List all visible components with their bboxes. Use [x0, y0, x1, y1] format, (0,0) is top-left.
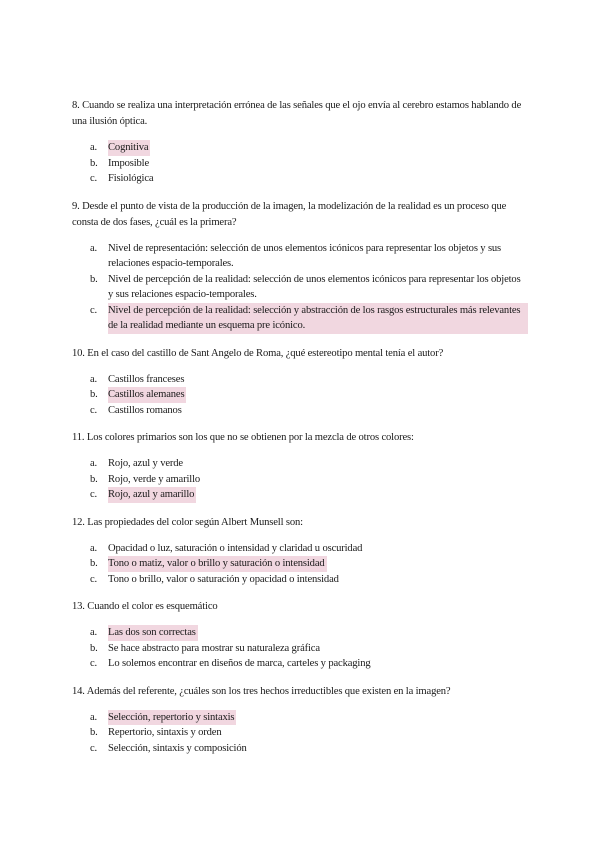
- option-letter: b.: [90, 642, 98, 654]
- option-letter: c.: [90, 742, 98, 754]
- option-letter: c.: [90, 404, 98, 416]
- option-letter: c.: [90, 173, 98, 184]
- answer-option: [90, 372, 528, 388]
- option-text: Imposible: [108, 157, 150, 169]
- answer-option: [90, 403, 528, 419]
- option-letter: c.: [90, 489, 98, 500]
- option-letter: c.: [90, 304, 98, 316]
- option-text: Lo solemos encontrar en diseños de marca, carteles y packaging: [108, 658, 371, 669]
- option-text: Rojo, azul y verde: [108, 458, 183, 469]
- answer-options: [72, 372, 528, 419]
- quiz-page: [72, 98, 528, 768]
- answer-option-correct: [90, 625, 528, 641]
- option-letter: a.: [90, 458, 98, 469]
- option-letter: b.: [90, 473, 98, 485]
- answer-options: [72, 140, 528, 187]
- option-text: Castillos alemanes: [108, 387, 186, 403]
- question-block: [72, 599, 528, 672]
- answer-options: [72, 241, 528, 334]
- option-letter: c.: [90, 658, 98, 669]
- option-text: Rojo, azul y amarillo: [108, 487, 196, 503]
- option-text: Nivel de percepción de la realidad: selección y abstracción de los rasgos estructurales más relevantes de la realidad mediante un esquema pre icónico.: [108, 303, 528, 334]
- option-text: Opacidad o luz, saturación o intensidad y claridad u oscuridad: [108, 542, 363, 554]
- answer-option: [90, 156, 528, 172]
- option-text: Castillos franceses: [108, 373, 185, 385]
- answer-options: [72, 456, 528, 503]
- question-block: [72, 199, 528, 334]
- option-text: Tono o matiz, valor o brillo y saturación o intensidad: [108, 556, 327, 572]
- option-letter: b.: [90, 157, 98, 169]
- option-letter: a.: [90, 373, 98, 385]
- question-text: 11. Los colores primarios son los que no se obtienen por la mezcla de otros colores:: [72, 432, 414, 443]
- answer-option: [90, 572, 528, 588]
- answer-option-correct: [90, 487, 528, 503]
- answer-option: [90, 741, 528, 757]
- question-block: [72, 98, 528, 187]
- answer-option: [90, 171, 528, 187]
- option-letter: b.: [90, 558, 98, 569]
- answer-option: [90, 656, 528, 672]
- answer-option: [90, 725, 528, 741]
- answer-option: [90, 541, 528, 557]
- answer-option: [90, 456, 528, 472]
- question-block: [72, 684, 528, 757]
- question-text: 8. Cuando se realiza una interpretación errónea de las señales que el ojo envía al cerebro estamos hablando de una ilusión óptica.: [72, 100, 522, 127]
- answer-option: [90, 472, 528, 488]
- answer-options: [72, 710, 528, 757]
- option-text: Se hace abstracto para mostrar su naturaleza gráfica: [108, 642, 320, 654]
- option-letter: a.: [90, 142, 98, 153]
- option-text: Castillos romanos: [108, 404, 182, 416]
- question-text: 10. En el caso del castillo de Sant Angelo de Roma, ¿qué estereotipo mental tenía el autor?: [72, 347, 444, 359]
- option-text: Fisiológica: [108, 173, 154, 184]
- answer-option: [90, 641, 528, 657]
- answer-option-correct: [90, 140, 528, 156]
- answer-options: [72, 625, 528, 672]
- option-letter: b.: [90, 727, 98, 738]
- answer-option: [90, 272, 528, 303]
- question-block: [72, 346, 528, 419]
- option-letter: a.: [90, 711, 98, 723]
- option-text: Las dos son correctas: [108, 625, 198, 641]
- question-text: 14. Además del referente, ¿cuáles son los tres hechos irreductibles que existen en la imagen?: [72, 685, 451, 697]
- question-text: 13. Cuando el color es esquemático: [72, 601, 218, 612]
- option-text: Selección, repertorio y sintaxis: [108, 710, 236, 726]
- question-text: 12. Las propiedades del color según Albert Munsell son:: [72, 516, 303, 528]
- option-letter: b.: [90, 389, 98, 400]
- option-text: Selección, sintaxis y composición: [108, 742, 247, 754]
- option-text: Cognitiva: [108, 140, 150, 156]
- option-letter: b.: [90, 273, 98, 285]
- answer-option-correct: [90, 387, 528, 403]
- option-text: Nivel de representación: selección de unos elementos icónicos para representar los objetos y sus relaciones espacio-temporales.: [108, 242, 502, 269]
- answer-option-correct: [90, 303, 528, 334]
- question-text: 9. Desde el punto de vista de la producción de la imagen, la modelización de la realidad es un proceso que consta de dos fases, ¿cuál es la primera?: [72, 200, 507, 228]
- option-letter: c.: [90, 573, 98, 585]
- option-letter: a.: [90, 242, 98, 254]
- answer-option-correct: [90, 556, 528, 572]
- answer-option: [90, 241, 528, 272]
- answer-option-correct: [90, 710, 528, 726]
- option-text: Nivel de percepción de la realidad: selección de unos elementos icónicos para representar los objetos y sus relaciones espacio-temporales.: [108, 273, 521, 300]
- option-letter: a.: [90, 542, 98, 554]
- question-block: [72, 515, 528, 588]
- question-block: [72, 430, 528, 503]
- answer-options: [72, 541, 528, 588]
- option-letter: a.: [90, 627, 98, 638]
- option-text: Rojo, verde y amarillo: [108, 473, 201, 485]
- option-text: Tono o brillo, valor o saturación y opacidad o intensidad: [108, 573, 339, 585]
- option-text: Repertorio, sintaxis y orden: [108, 727, 222, 738]
